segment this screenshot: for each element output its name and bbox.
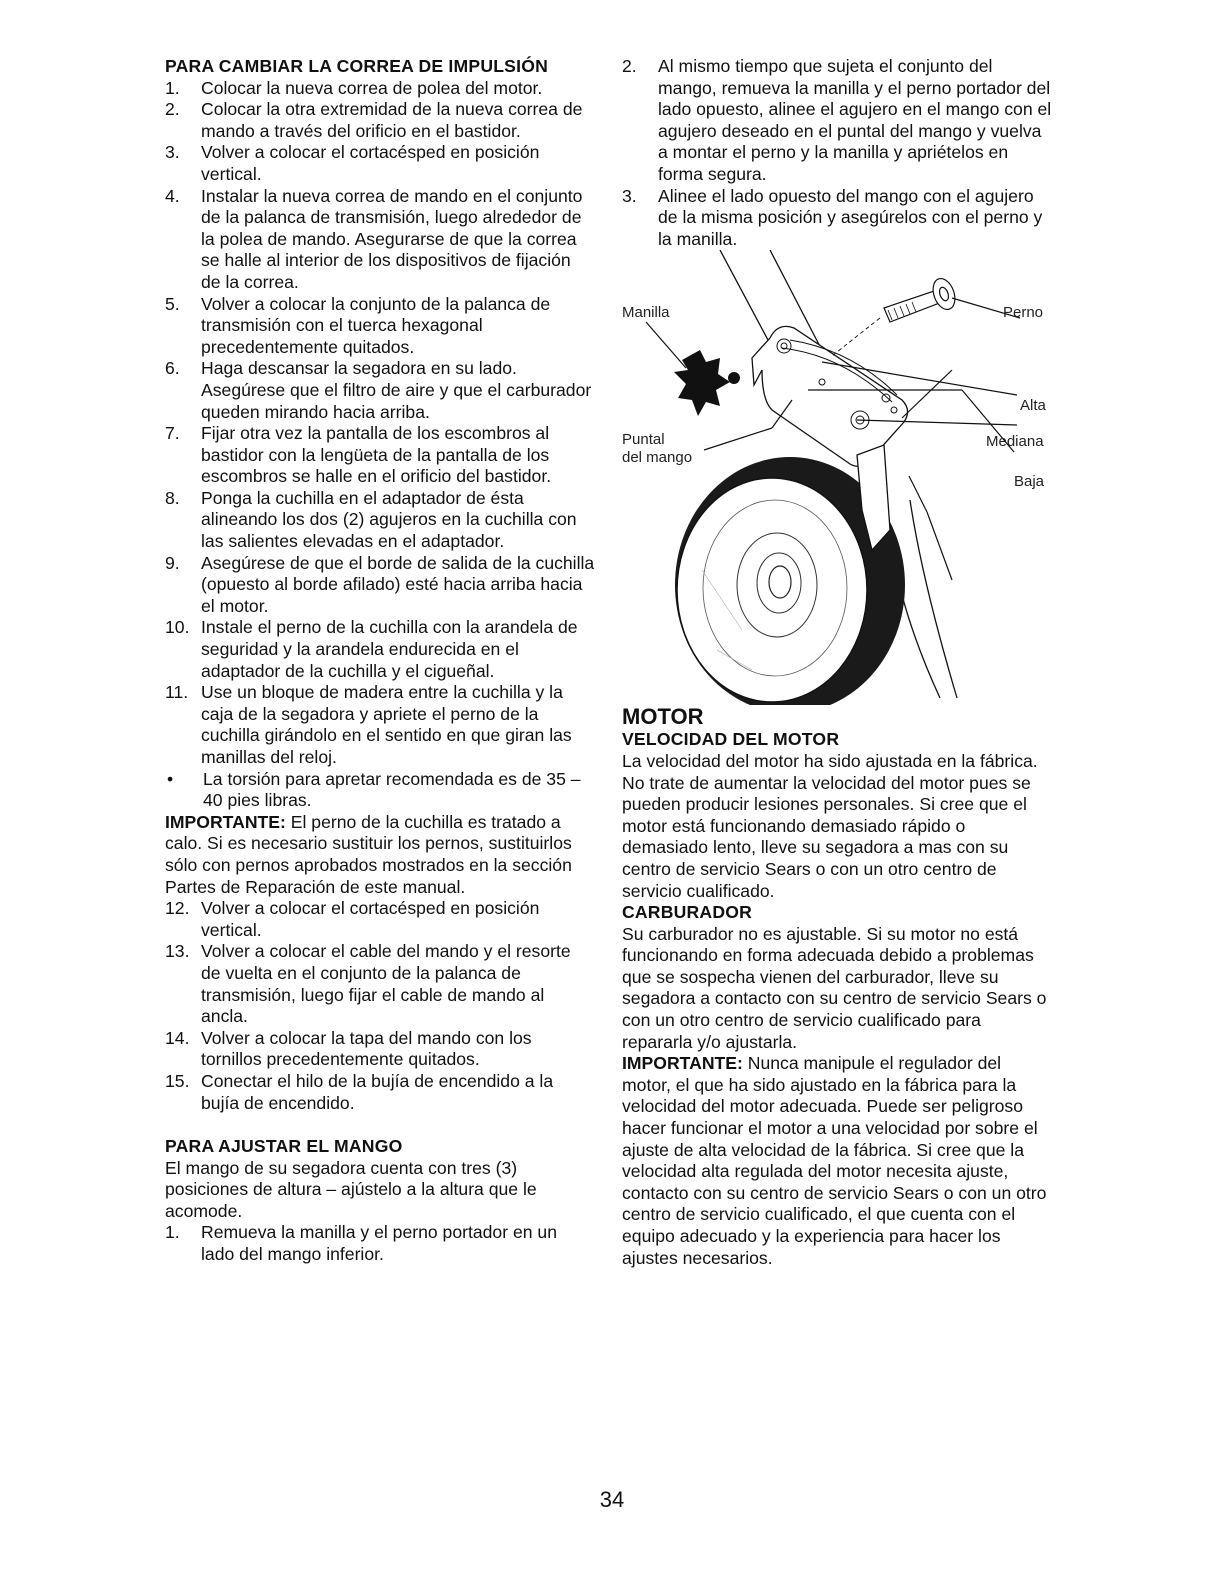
list-item-number: 1. bbox=[165, 1222, 180, 1243]
list-item-number: 1. bbox=[165, 77, 180, 98]
heading-engine-speed: VELOCIDAD DEL MOTOR bbox=[622, 729, 840, 750]
list-item bbox=[165, 1222, 595, 1265]
list-item-number: 14. bbox=[165, 1027, 190, 1048]
list-item-text: Use un bloque de madera entre la cuchilla y la caja de la segadora y apriete el perno de la cuchilla girándolo en el sentido en que giran las manillas del reloj. bbox=[201, 682, 572, 767]
list-item-text: Asegúrese de que el borde de salida de la cuchilla (opuesto al borde afilado) esté hacia arriba hacia el motor. bbox=[201, 552, 595, 616]
handle-steps-list-continued bbox=[622, 56, 1052, 250]
list-item-number: 11. bbox=[165, 682, 189, 703]
list-item-number: 6. bbox=[165, 358, 180, 379]
list-item-text: Colocar la otra extremidad de la nueva correa de mando a través del orificio en el bastidor. bbox=[201, 99, 583, 141]
list-item-number: 4. bbox=[165, 185, 180, 206]
list-item-number: 3. bbox=[622, 185, 637, 206]
list-item-number: 12. bbox=[165, 898, 190, 919]
list-item-text: Colocar la nueva correa de polea del motor. bbox=[201, 77, 543, 98]
list-item-text: Alinee el lado opuesto del mango con el agujero de la misma posición y asegúrelos con el perno y la manilla. bbox=[658, 185, 1043, 249]
list-item-text: Conectar el hilo de la bujía de encendido a la bujía de encendido. bbox=[201, 1070, 554, 1113]
label-manilla: Manilla bbox=[622, 304, 670, 322]
list-item-text: Volver a colocar el cortacésped en posición vertical. bbox=[201, 898, 540, 940]
list-item-number: 7. bbox=[165, 423, 180, 444]
important-note-governor: IMPORTANTE: Nunca manipule el regulador del motor, el que ha sido ajustado en la fábrica para la velocidad del motor adecuada. Puede ser peligroso hacer funcionar el motor a una velocidad por sobre el ajuste de alta velocidad de la fábrica. Si cree que la velocidad alta regulada del motor necesita ajuste, contacto con su centro de servicio Sears o con un otro centro de servicio cualificado, el que cuenta con el equipo adecuado y la experiencia para hacer los ajustes necesarios. bbox=[622, 1053, 1047, 1268]
label-del-mango: del mango bbox=[622, 449, 693, 467]
heading-change-belt: PARA CAMBIAR LA CORREA DE IMPULSIÓN bbox=[165, 56, 548, 76]
bullet-icon: • bbox=[167, 768, 174, 789]
list-item bbox=[165, 358, 595, 423]
list-item-text: Ponga la cuchilla en el adaptador de ésta alineando los dos (2) agujeros en la cuchilla con las salientes elevadas en el adaptador. bbox=[201, 487, 577, 552]
list-item bbox=[165, 186, 595, 294]
list-item-number: 2. bbox=[165, 99, 180, 120]
list-item-text: Instalar la nueva correa de mando en el conjunto de la palanca de transmisión, luego alrededor de la polea de mando. Asegurarse de que la correa se halle al interior de los dispositivos de fijación de la correa. bbox=[201, 185, 583, 292]
list-item bbox=[165, 1028, 595, 1071]
list-item bbox=[165, 99, 595, 142]
list-item-text: Remueva la manilla y el perno portador en un lado del mango inferior. bbox=[201, 1222, 557, 1265]
heading-adjust-handle: PARA AJUSTAR EL MANGO bbox=[165, 1136, 403, 1157]
list-item-number: 13. bbox=[165, 941, 190, 962]
torque-bullet: • La torsión para apretar recomendada es de 35 – 40 pies libras. bbox=[167, 768, 581, 811]
list-item bbox=[165, 941, 595, 1027]
list-item-number: 15. bbox=[165, 1070, 190, 1091]
list-item bbox=[165, 553, 595, 618]
page-number: 34 bbox=[599, 1487, 625, 1512]
label-baja: Baja bbox=[1014, 473, 1045, 491]
list-item bbox=[165, 617, 595, 682]
list-item-text: Volver a colocar la tapa del mando con los tornillos precedentemente quitados. bbox=[201, 1027, 532, 1070]
list-item bbox=[165, 423, 595, 488]
belt-steps-list bbox=[165, 78, 595, 769]
list-item-text: Volver a colocar el cortacésped en posición vertical. bbox=[201, 142, 540, 184]
handle-steps-list bbox=[165, 1222, 595, 1265]
list-item-number: 2. bbox=[622, 56, 637, 76]
belt-steps-list-continued bbox=[165, 898, 595, 1114]
list-item-text: Fijar otra vez la pantalla de los escombros al bastidor con la lengüeta de la pantalla de los escombros se halle en el orificio del bastidor. bbox=[201, 423, 552, 487]
bolt-illustration bbox=[884, 276, 959, 322]
list-item bbox=[165, 142, 595, 185]
list-item bbox=[165, 294, 595, 359]
list-item-number: 3. bbox=[165, 142, 180, 163]
list-item-text: Instale el perno de la cuchilla con la arandela de seguridad y la arandela endurecida en el adaptador de la cuchilla y el cigueñal. bbox=[201, 617, 578, 681]
handle-intro-text: El mango de su segadora cuenta con tres (3) posiciones de altura – ajústelo a la altura que le acomode. bbox=[165, 1157, 537, 1221]
list-item bbox=[165, 1071, 595, 1114]
list-item-number: 9. bbox=[165, 552, 180, 573]
label-perno: Perno bbox=[1003, 304, 1044, 322]
list-item bbox=[622, 186, 1052, 251]
list-item-number: 10. bbox=[165, 617, 190, 638]
list-item-number: 8. bbox=[165, 487, 180, 508]
list-item bbox=[165, 682, 595, 768]
list-item bbox=[165, 78, 595, 100]
label-alta: Alta bbox=[1020, 397, 1046, 415]
handle-assembly-illustration bbox=[622, 250, 1052, 705]
list-item bbox=[165, 488, 595, 553]
label-mediana: Mediana bbox=[986, 433, 1044, 451]
handle-adjustment-figure bbox=[622, 250, 1052, 705]
list-item bbox=[165, 898, 595, 941]
list-item-text: Volver a colocar el cable del mando y el resorte de vuelta en el conjunto de la palanca de transmisión, luego fijar el cable de mando al ancla. bbox=[201, 941, 571, 1027]
list-item-text: Al mismo tiempo que sujeta el conjunto del mango, remueva la manilla y el perno portador del lado opuesto, alinee el agujero en el mango con el agujero deseado en el puntal del mango y vuelva a montar el perno y la manilla y apriételos en forma segura. bbox=[658, 56, 1052, 184]
left-column bbox=[165, 56, 595, 1266]
heading-carburetor: CARBURADOR bbox=[622, 902, 753, 923]
knob-illustration bbox=[674, 350, 740, 416]
heading-motor: MOTOR bbox=[622, 704, 704, 730]
list-item-text: Haga descansar la segadora en su lado. Asegúrese que el filtro de aire y que el carburador queden mirando hacia arriba. bbox=[201, 358, 592, 422]
right-column bbox=[622, 56, 1052, 1269]
list-item-number: 5. bbox=[165, 293, 180, 314]
list-item-text: Volver a colocar la conjunto de la palanca de transmisión con el tuerca hexagonal precedentemente quitados. bbox=[201, 293, 551, 357]
carburetor-text: Su carburador no es ajustable. Si su motor no está funcionando en forma adecuada debido a problemas que se sospecha vienen del carburador, lleve su segadora a contacto con su centro de servicio Sears o con un otro centro de servicio cualificado para repararla y/o ajustarla. bbox=[622, 923, 1047, 1052]
engine-speed-text: La velocidad del motor ha sido ajustada en la fábrica. No trate de aumentar la velocidad del motor pues se pueden producir lesiones personales. Si cree que el motor está funcionando demasiado rápido o demasiado lento, lleve su segadora a mas con su centro de servicio Sears o con un otro centro de servicio cualificado. bbox=[622, 750, 1038, 901]
important-note-blade: IMPORTANTE: El perno de la cuchilla es tratado a calo. Si es necesario sustituir los pernos, sustituirlos sólo con pernos aprobados mostrados en la sección Partes de Reparación de este manual. bbox=[165, 811, 572, 897]
list-item bbox=[622, 56, 1052, 186]
label-puntal: Puntal bbox=[622, 431, 665, 449]
